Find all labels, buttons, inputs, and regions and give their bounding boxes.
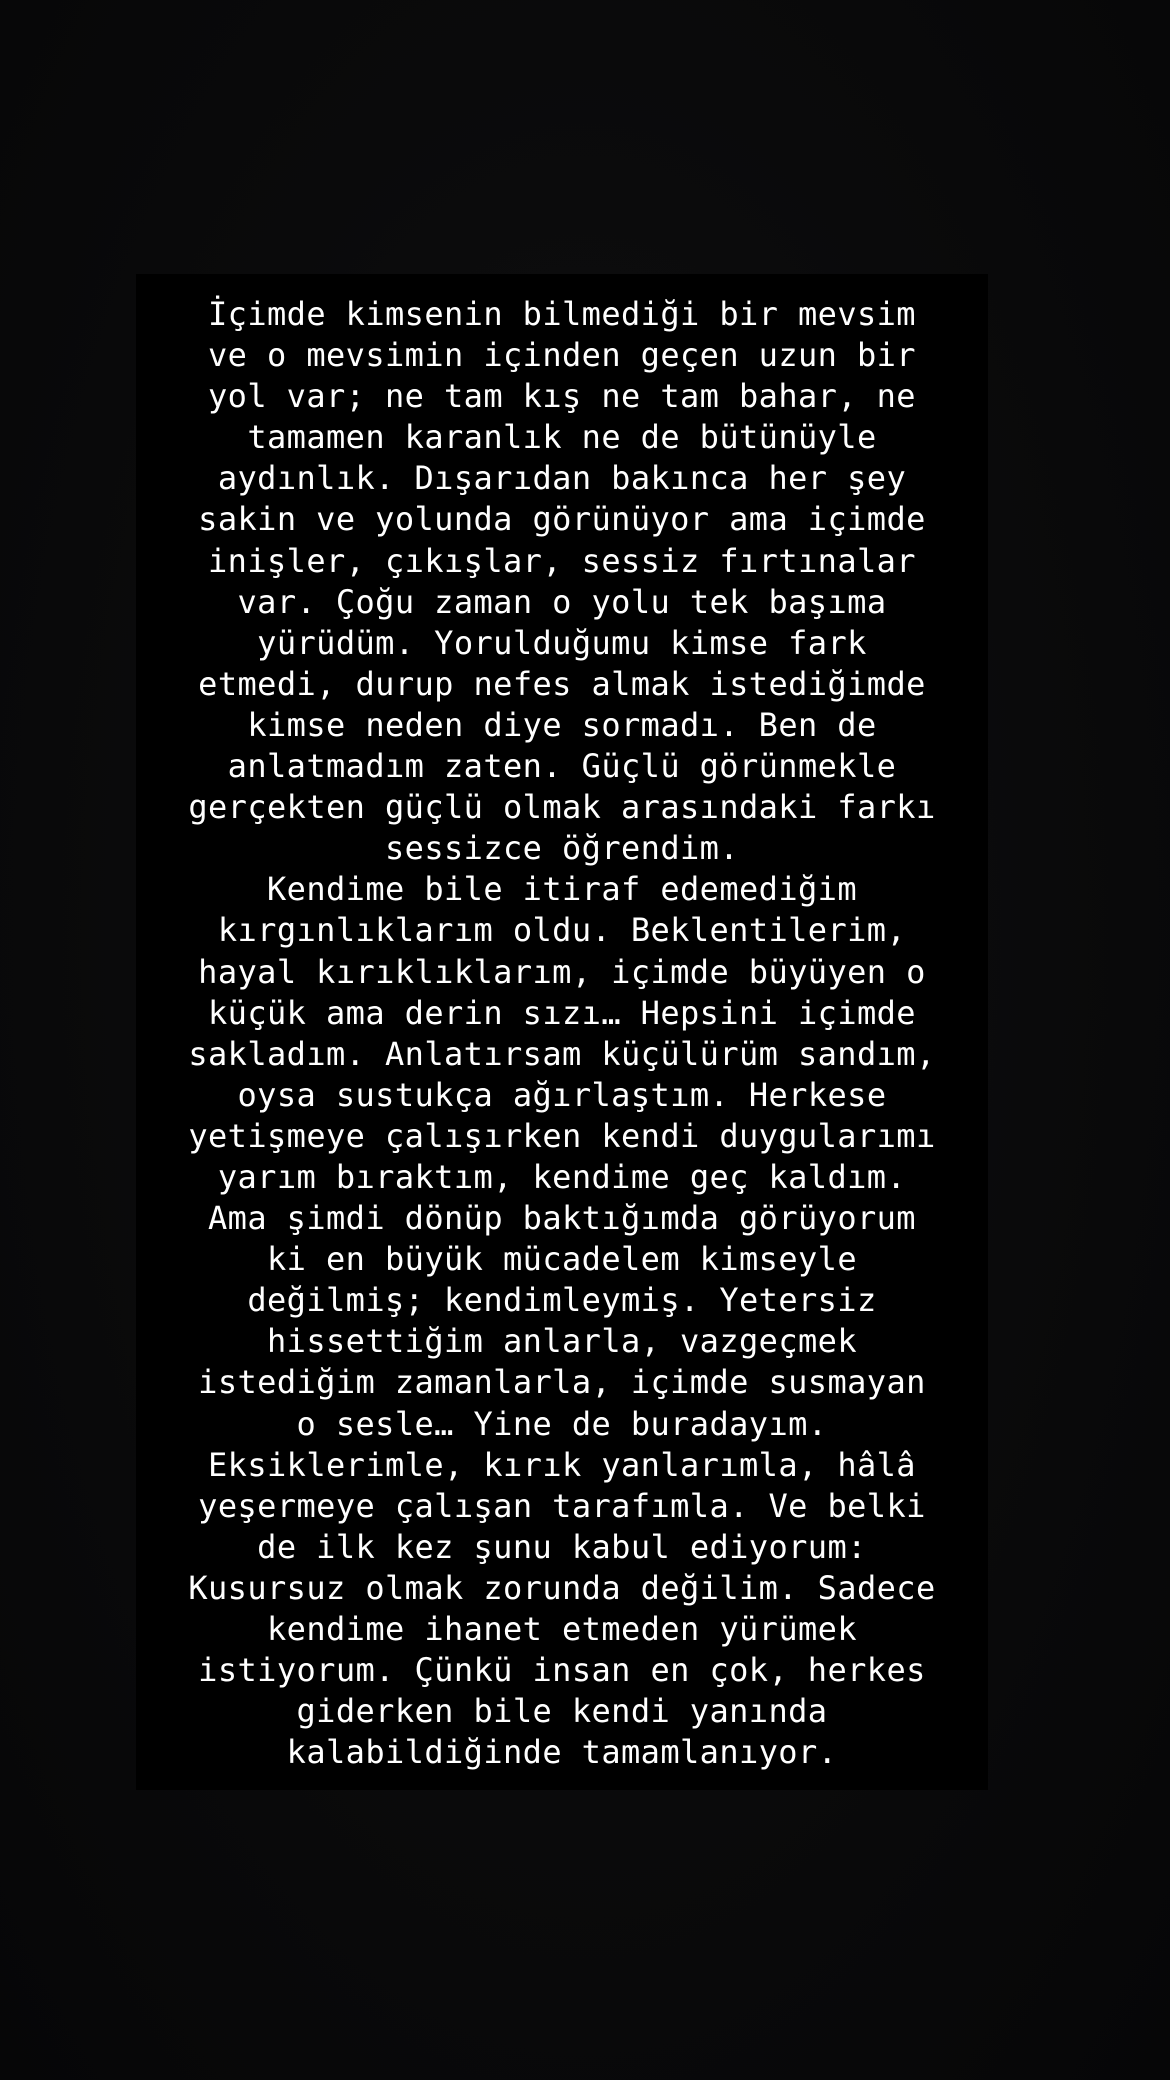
story-line-35: giderken bile kendi yanında <box>296 1692 828 1731</box>
story-line-16: kırgınlıklarım oldu. Beklentilerim, <box>217 911 907 950</box>
story-line-9: yürüdüm. Yorulduğumu kimse fark <box>257 623 867 662</box>
story-line-28: o sesle… Yine de buradayım. <box>296 1404 828 1443</box>
story-line-29: Eksiklerimle, kırık yanlarımla, hâlâ <box>208 1445 916 1484</box>
story-line-19: sakladım. Anlatırsam küçülürüm sandım, <box>188 1034 936 1073</box>
story-line-14: sessizce öğrendim. <box>385 829 739 868</box>
story-line-30: yeşermeye çalışan tarafımla. Ve belki <box>198 1486 926 1525</box>
text-card <box>136 274 988 1790</box>
story-line-18: küçük ama derin sızı… Hepsini içimde <box>208 993 916 1032</box>
story-line-27: istediğim zamanlarla, içimde susmayan <box>198 1363 926 1402</box>
story-line-11: kimse neden diye sormadı. Ben de <box>247 705 877 744</box>
story-line-15: Kendime bile itiraf edemediğim <box>267 870 857 909</box>
story-line-7: inişler, çıkışlar, sessiz fırtınalar <box>208 541 916 580</box>
story-line-12: anlatmadım zaten. Güçlü görünmekle <box>227 747 897 786</box>
story-line-23: Ama şimdi dönüp baktığımda görüyorum <box>208 1199 916 1238</box>
story-line-8: var. Çoğu zaman o yolu tek başıma <box>237 582 887 621</box>
story-line-24: ki en büyük mücadelem kimseyle <box>267 1240 857 1279</box>
story-line-6: sakin ve yolunda görünüyor ama içimde <box>198 500 926 539</box>
story-line-34: istiyorum. Çünkü insan en çok, herkes <box>198 1651 926 1690</box>
story-line-1: İçimde kimsenin bilmediği bir mevsim <box>208 295 916 333</box>
story-line-2: ve o mevsimin içinden geçen uzun bir <box>208 336 916 375</box>
story-text <box>136 294 988 1773</box>
story-line-22: yarım bıraktım, kendime geç kaldım. <box>217 1157 907 1196</box>
story-line-5: aydınlık. Dışarıdan bakınca her şey <box>217 459 907 498</box>
story-line-13: gerçekten güçlü olmak arasındaki farkı <box>188 788 936 827</box>
story-line-33: kendime ihanet etmeden yürümek <box>267 1610 857 1648</box>
story-line-4: tamamen karanlık ne de bütünüyle <box>247 418 877 457</box>
story-line-31: de ilk kez şunu kabul ediyorum: <box>257 1527 867 1566</box>
story-line-21: yetişmeye çalışırken kendi duygularımı <box>188 1116 936 1155</box>
story-line-36: kalabildiğinde tamamlanıyor. <box>286 1733 838 1772</box>
story-line-10: etmedi, durup nefes almak istediğimde <box>198 664 926 703</box>
story-line-3: yol var; ne tam kış ne tam bahar, ne <box>208 377 916 416</box>
story-line-25: değilmiş; kendimleymiş. Yetersiz <box>247 1281 877 1320</box>
story-line-32: Kusursuz olmak zorunda değilim. Sadece <box>188 1568 936 1607</box>
story-line-17: hayal kırıklıklarım, içimde büyüyen o <box>198 952 926 991</box>
story-line-20: oysa sustukça ağırlaştım. Herkese <box>237 1075 887 1114</box>
story-line-26: hissettiğim anlarla, vazgeçmek <box>267 1322 857 1361</box>
